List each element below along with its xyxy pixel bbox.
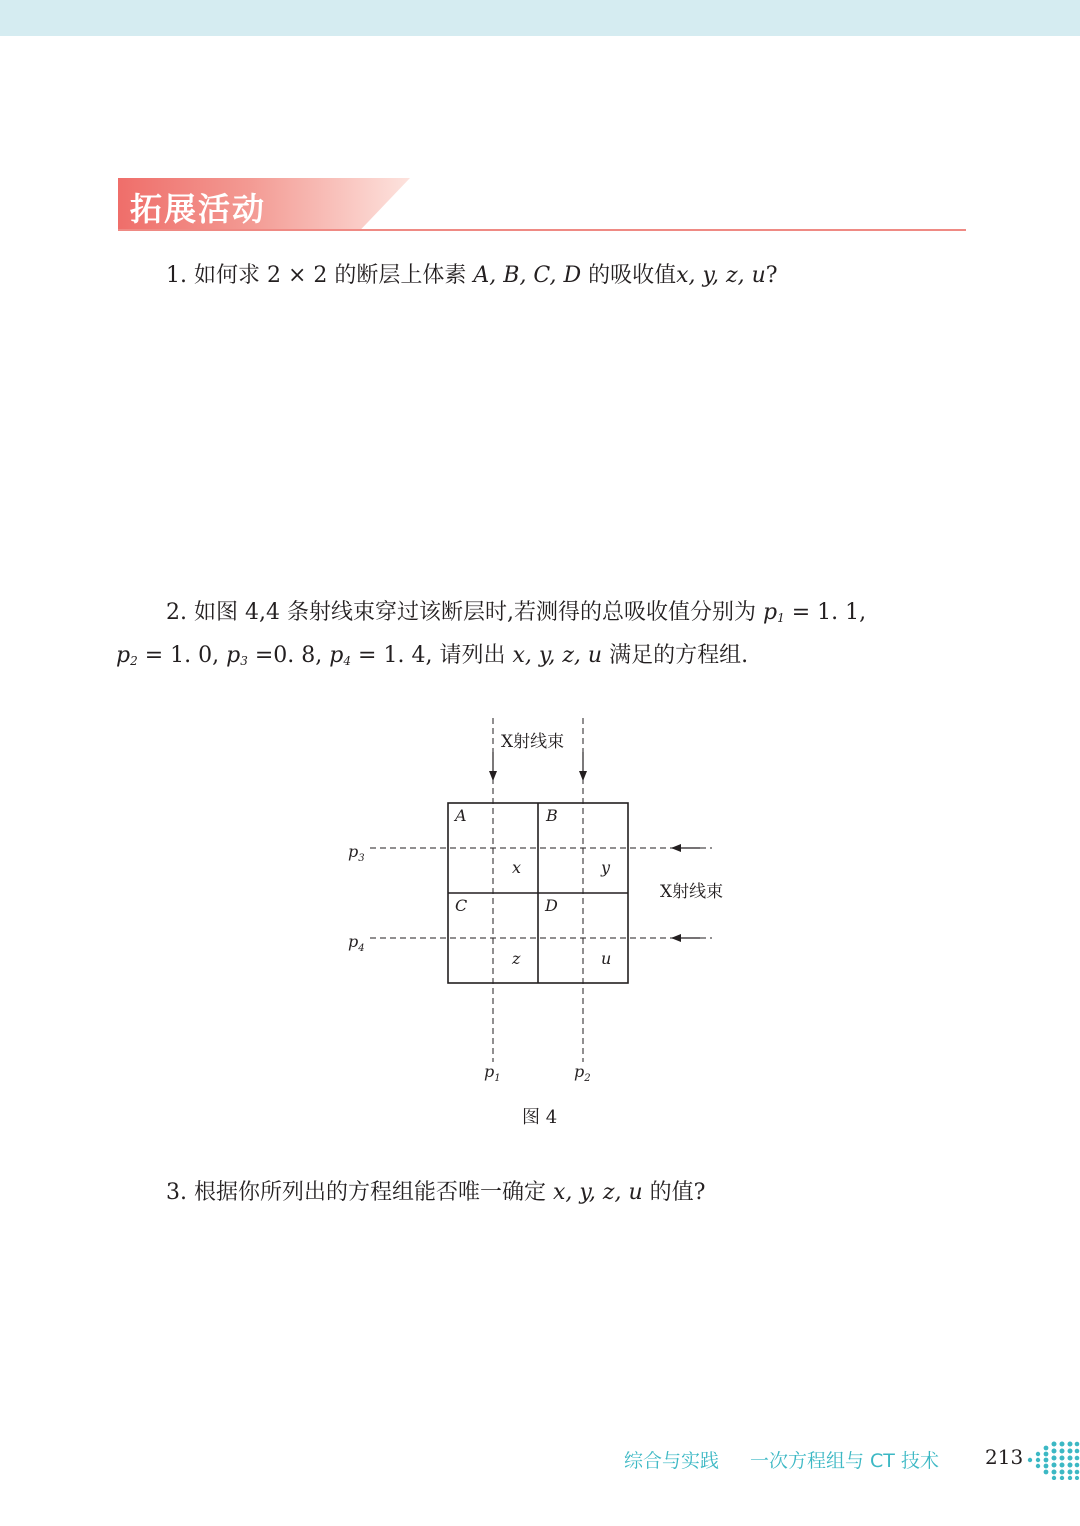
question-1-vars: x, y, z, u <box>676 263 766 288</box>
p1-value: = 1. 1, <box>791 600 867 625</box>
beam-top-label: X射线束 <box>501 732 565 752</box>
cell-a-label: A <box>455 806 467 825</box>
question-2-end: 满足的方程组. <box>609 643 749 668</box>
question-3-vars: x, y, z, u <box>553 1180 643 1205</box>
cell-d-label: D <box>545 896 558 915</box>
var-x-label: x <box>512 858 522 877</box>
p4-value: = 1. 4, <box>358 643 433 668</box>
p1-symbol: $p_1$ <box>762 600 785 625</box>
p3-label: $p_3$ <box>348 842 365 864</box>
page-number: 213 <box>985 1445 1024 1469</box>
figure-caption: 图 4 <box>522 1107 558 1128</box>
question-1-cells: A, B, C, D <box>473 263 582 288</box>
p3-symbol: $p_3$ <box>226 643 248 668</box>
p4-label: $p_4$ <box>348 932 365 954</box>
footer-dot-pattern-icon <box>1026 1440 1080 1480</box>
question-3-text-a: 根据你所列出的方程组能否唯一确定 <box>194 1180 547 1205</box>
var-y-label: y <box>601 858 611 877</box>
var-z-label: z <box>512 949 521 968</box>
p2-value: = 1. 0, <box>144 643 220 668</box>
question-3 <box>166 1171 705 1215</box>
question-3-text-b: 的值? <box>649 1180 706 1205</box>
var-u-label: u <box>601 949 612 968</box>
p2-label: $p_2$ <box>574 1062 591 1084</box>
cell-b-label: B <box>546 806 558 825</box>
question-1-text-a: 如何求 2 × 2 的断层上体素 <box>194 263 467 288</box>
footer-section: 综合与实践 <box>624 1450 720 1472</box>
section-title: 拓展活动 <box>130 190 267 228</box>
p4-symbol: $p_4$ <box>329 643 352 668</box>
question-2-text-2: 请列出 <box>439 643 506 668</box>
question-1-number: 1. <box>166 263 187 288</box>
question-2-vars: x, y, z, u <box>512 643 603 668</box>
p2-symbol: $p_2$ <box>116 643 138 668</box>
beam-right-label: X射线束 <box>660 882 724 902</box>
question-1-text-c: ? <box>765 263 778 288</box>
question-1-text-b: 的吸收值 <box>588 263 677 288</box>
question-2-number: 2. <box>166 600 187 625</box>
footer-topic: 一次方程组与 CT 技术 <box>750 1450 939 1472</box>
p1-label: $p_1$ <box>484 1062 501 1084</box>
question-2-text: 如图 4,4 条射线束穿过该断层时,若测得的总吸收值分别为 <box>194 600 756 625</box>
p3-value: =0. 8, <box>254 643 323 668</box>
cell-c-label: C <box>455 896 468 915</box>
question-3-number: 3. <box>166 1180 187 1205</box>
